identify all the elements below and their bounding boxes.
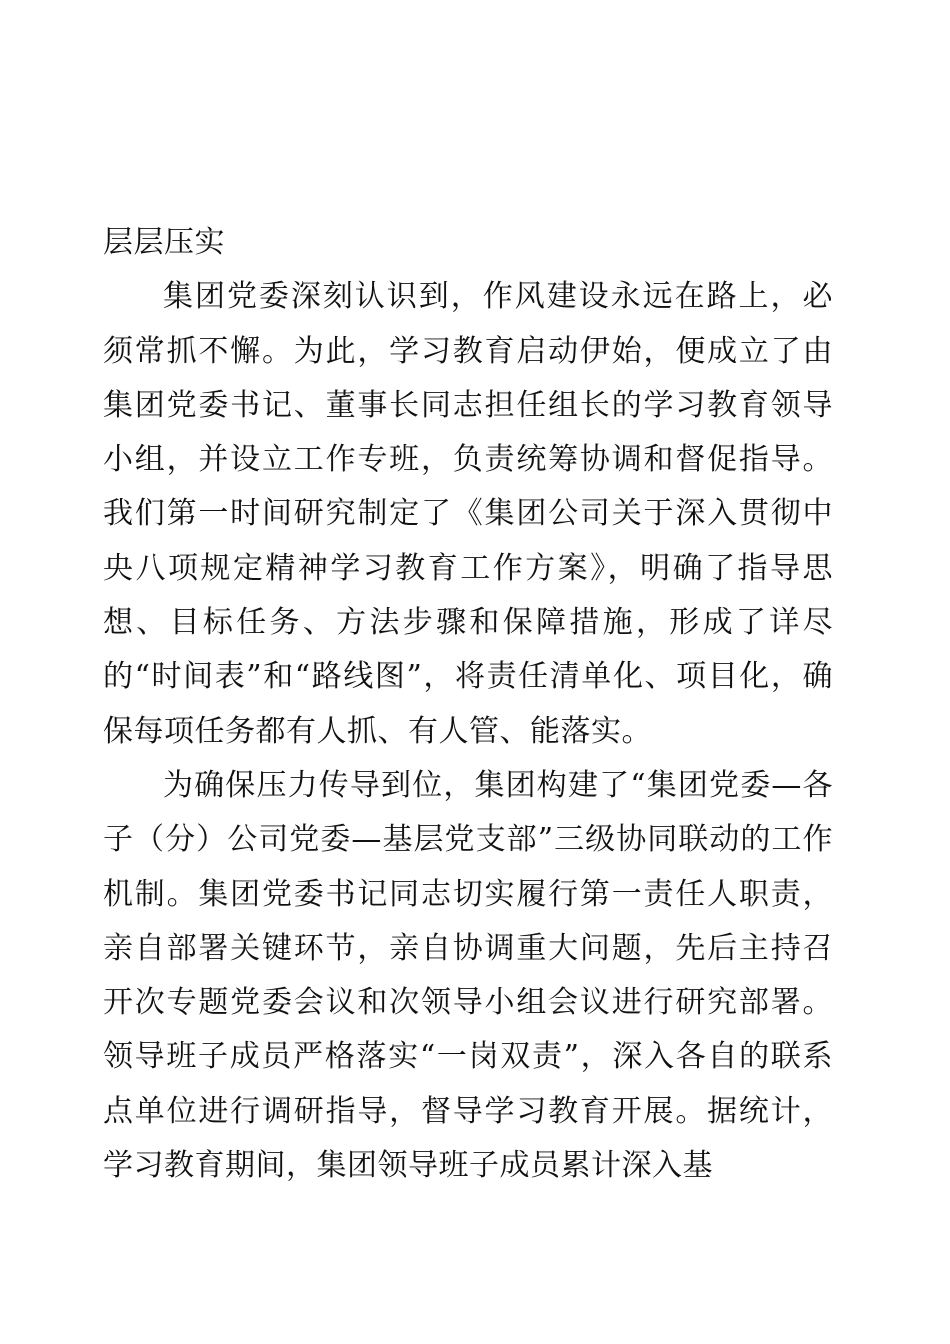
paragraph-2: 为确保压力传导到位，集团构建了“集团党委—各子（分）公司党委—基层党支部”三级协同联动的工作机制。集团党委书记同志切实履行第一责任人职责，亲自部署关键环节，亲自协调重大问题，先后主持召开次专题党委会议和次领导小组会议进行研究部署。领导班子成员严格落实“一岗双责”，深入各自的联系点单位进行调研指导，督导学习教育开展。据统计，学习教育期间，集团领导班子成员累计深入基: [103, 767, 833, 1184]
paragraph-1: 集团党委深刻认识到，作风建设永远在路上，必须常抓不懈。为此，学习教育启动伊始，便成立了由集团党委书记、董事长同志担任组长的学习教育领导小组，并设立工作专班，负责统筹协调和督促指导。我们第一时间研究制定了《集团公司关于深入贯彻中央八项规定精神学习教育工作方案》，明确了指导思想、目标任务、方法步骤和保障措施，形成了详尽的“时间表”和“路线图”，将责任清单化、项目化，确保每项任务都有人抓、有人管、能落实。: [103, 279, 833, 749]
section-heading: 层层压实: [103, 225, 225, 260]
document-body: [103, 216, 833, 1193]
